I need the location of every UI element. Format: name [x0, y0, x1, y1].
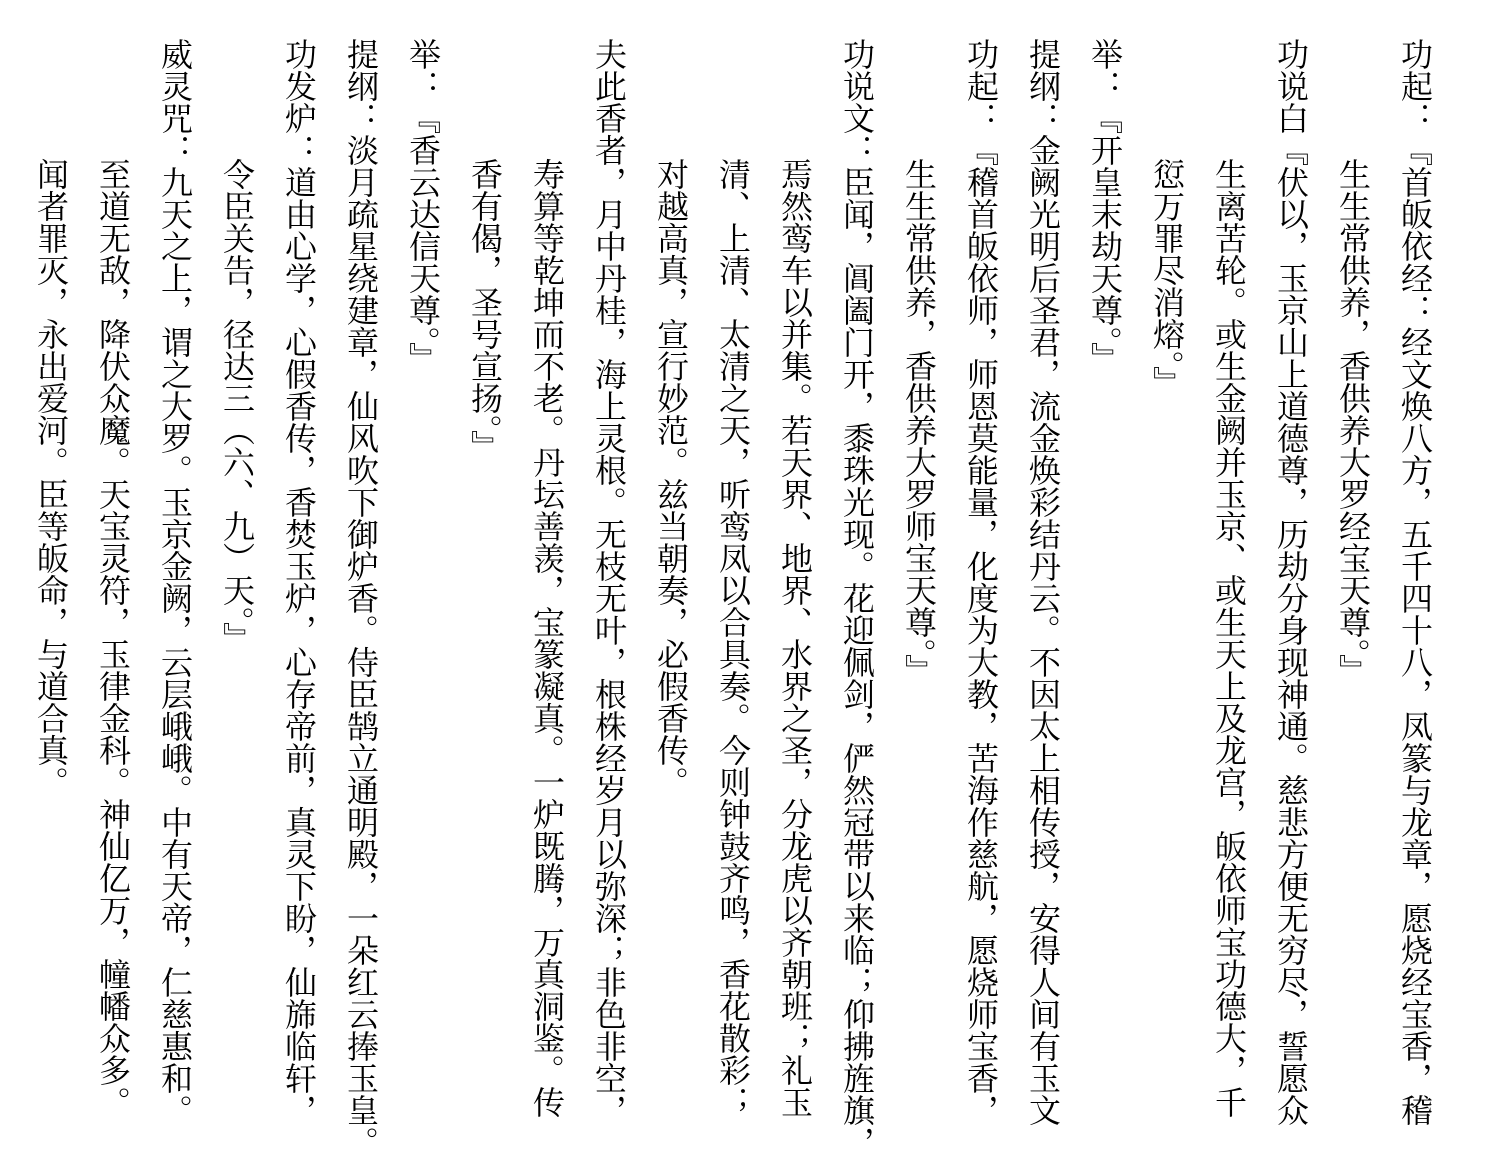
text-column: 举：『香云达信天尊。』 [404, 38, 442, 374]
text-column-indented: 愆万罪尽消熔。』 [1148, 158, 1186, 398]
text-column-indented: 清、上清、太清之天，听鸾凤以合具奏。今则钟鼓齐鸣，香花散彩； [714, 158, 752, 1118]
verse-block-tigang-jinque [1012, 38, 1074, 1158]
text-column-indented: 对越高真，宣行妙范。兹当朝奏，必假香传。 [652, 158, 690, 798]
text-column: 功发炉：道由心学，心假香传，香焚玉炉，心存帝前，真灵下盼，仙旆临轩， [280, 38, 318, 1126]
text-column-indented: 生生常供养，香供养大罗师宝天尊。』 [900, 158, 938, 686]
text-column: 举：『开皇末劫天尊。』 [1086, 38, 1124, 374]
verse-block-gongqi-jing [1322, 38, 1446, 1158]
verse-block-tigang-danyue [330, 38, 392, 1158]
text-column: 提纲：淡月疏星绕建章，仙风吹下御炉香。侍臣鹄立通明殿，一朵红云捧玉皇。 [342, 38, 380, 1158]
verse-block-ju-kaihuang [1074, 38, 1136, 1158]
text-column: 夫此香者，月中丹桂，海上灵根。无枝无叶，根株经岁月以弥深；非色非空， [590, 38, 628, 1126]
text-column-indented: 焉然鸾车以并集。若天界、地界、水界之圣，分龙虎以齐朝班；礼玉 [776, 158, 814, 1118]
verse-block-ju-xiangyun [392, 38, 454, 1158]
verse-block-weilingzhou [20, 38, 206, 1158]
text-column-indented: 寿算等乾坤而不老。丹坛善羡，宝篆凝真。一炉既腾，万真洞鉴。传 [528, 158, 566, 1118]
text-column-indented: 香有偈，圣号宣扬。』 [466, 158, 504, 462]
verse-block-gongshuowen [640, 38, 888, 1158]
verse-block-gongshuobai [1136, 38, 1322, 1158]
verse-block-fucixiang [454, 38, 640, 1158]
text-column-indented: 生离苦轮。或生金阙并玉京、或生天上及龙宫，皈依师宝功德大，千 [1210, 158, 1248, 1118]
text-column: 威灵咒：九天之上，谓之大罗。玉京金阙，云层峨峨。中有天帝，仁慈惠和。 [156, 38, 194, 1126]
text-column: 功起：『首皈依经：经文焕八方，五千四十八，凤篆与龙章，愿烧经宝香，稽 [1396, 38, 1434, 1126]
text-column: 提纲：金阙光明后圣君，流金焕彩结丹云。不因太上相传授，安得人间有玉文 [1024, 38, 1062, 1126]
text-column-indented: 生生常供养，香供养大罗经宝天尊。』 [1334, 158, 1372, 686]
verse-block-gongqi-shi [888, 38, 1012, 1158]
text-column: 功起：『稽首皈依师，师恩莫能量，化度为大教，苦海作慈航，愿烧师宝香， [962, 38, 1000, 1126]
vertical-text-body [20, 38, 1446, 1158]
verse-block-gongfalu [206, 38, 330, 1158]
text-column-indented: 令臣关告，径达三（六、九）天。』 [218, 158, 256, 654]
text-column-indented: 至道无敌，降伏众魔。天宝灵符，玉律金科。神仙亿万，幢幡众多。 [94, 158, 132, 1118]
text-column: 功说文：臣闻，阊阖门开，黍珠光现。花迎佩剑，俨然冠带以来临；仰拂旌旗， [838, 38, 876, 1158]
text-column-indented: 闻者罪灭，永出爱河。臣等皈命，与道合真。 [32, 158, 70, 798]
text-column: 功说白『伏以，玉京山上道德尊，历劫分身现神通。慈悲方便无穷尽，誓愿众 [1272, 38, 1310, 1126]
